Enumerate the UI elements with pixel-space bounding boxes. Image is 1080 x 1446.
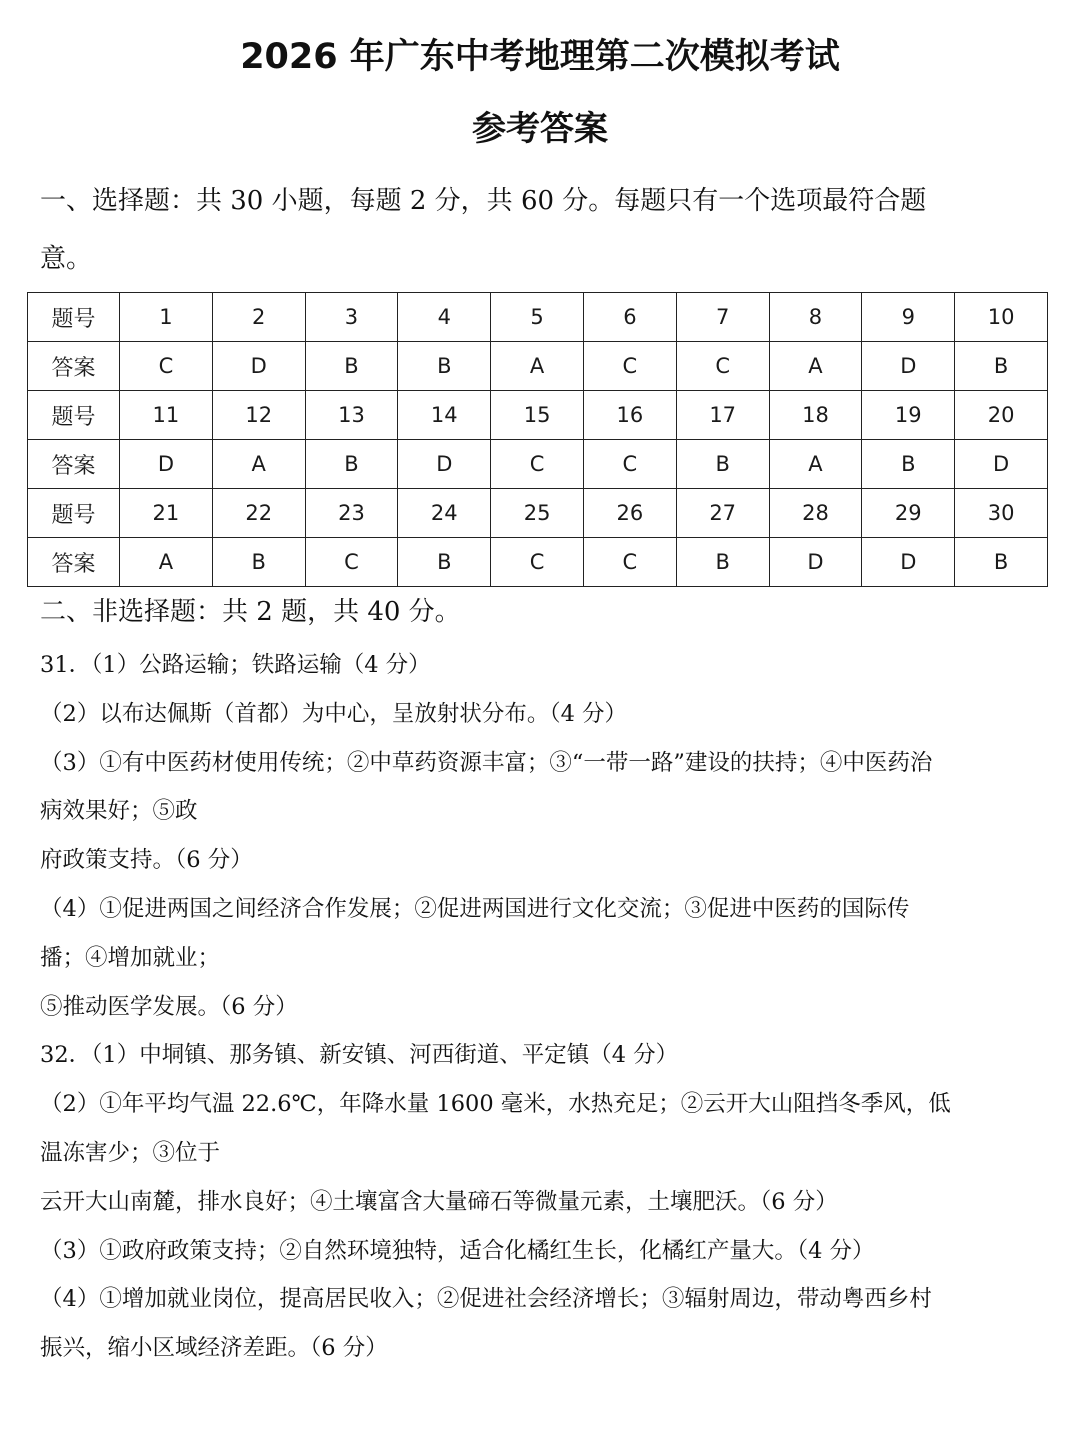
- answer-cell: A: [212, 440, 305, 489]
- question-number-row: [28, 391, 1048, 440]
- answer-cell: B: [955, 342, 1048, 391]
- question-label-cell: 题号: [28, 489, 120, 538]
- question-number-cell: 27: [676, 489, 769, 538]
- answer-cell: B: [398, 342, 491, 391]
- question-label-cell: 题号: [28, 293, 120, 342]
- answer-cell: D: [212, 342, 305, 391]
- answer-cell: A: [120, 538, 213, 587]
- question-number-cell: 22: [212, 489, 305, 538]
- question-number-cell: 6: [583, 293, 676, 342]
- section-one-heading-line1: 一、选择题：共 30 小题，每题 2 分，共 60 分。每题只有一个选项最符合题: [40, 186, 927, 216]
- answer-cell: B: [676, 538, 769, 587]
- answer-row: [28, 538, 1048, 587]
- question-number-cell: 26: [583, 489, 676, 538]
- answer-cell: C: [583, 342, 676, 391]
- question-number-cell: 19: [862, 391, 955, 440]
- q31-part4-line1: （4）①促进两国之间经济合作发展；②促进两国进行文化交流；③促进中医药的国际传: [40, 895, 910, 922]
- answer-cell: C: [120, 342, 213, 391]
- answer-cell: B: [955, 538, 1048, 587]
- answer-cell: B: [862, 440, 955, 489]
- answer-cell: C: [583, 440, 676, 489]
- question-number-cell: 14: [398, 391, 491, 440]
- answer-cell: B: [676, 440, 769, 489]
- question-number-row: [28, 293, 1048, 342]
- answer-row: [28, 342, 1048, 391]
- q31-part4-line2: 播；④增加就业；: [40, 944, 221, 971]
- answer-cell: A: [491, 342, 584, 391]
- question-number-cell: 23: [305, 489, 398, 538]
- answer-row: [28, 440, 1048, 489]
- question-number-cell: 13: [305, 391, 398, 440]
- document-subtitle: 参考答案: [472, 109, 608, 149]
- question-number-row: [28, 489, 1048, 538]
- section-one-heading-line2: 意。: [40, 244, 93, 274]
- q31-part2: （2）以布达佩斯（首都）为中心，呈放射状分布。（4 分）: [40, 700, 628, 727]
- answer-table-body: [28, 293, 1048, 587]
- answer-cell: C: [491, 538, 584, 587]
- q31-part3-line2: 病效果好；⑤政: [40, 798, 198, 825]
- answer-cell: B: [398, 538, 491, 587]
- question-number-cell: 16: [583, 391, 676, 440]
- answer-table: [27, 292, 1048, 587]
- question-number-cell: 15: [491, 391, 584, 440]
- question-number-cell: 1: [120, 293, 213, 342]
- answer-cell: D: [398, 440, 491, 489]
- question-number-cell: 21: [120, 489, 213, 538]
- answer-cell: A: [769, 342, 862, 391]
- question-number-cell: 5: [491, 293, 584, 342]
- question-label-cell: 题号: [28, 391, 120, 440]
- answer-label-cell: 答案: [28, 538, 120, 587]
- question-number-cell: 10: [955, 293, 1048, 342]
- question-number-cell: 3: [305, 293, 398, 342]
- answer-cell: C: [583, 538, 676, 587]
- question-number-cell: 7: [676, 293, 769, 342]
- question-number-cell: 28: [769, 489, 862, 538]
- question-number-cell: 20: [955, 391, 1048, 440]
- q31-part4-line3: ⑤推动医学发展。（6 分）: [40, 993, 298, 1020]
- answer-cell: D: [120, 440, 213, 489]
- q32-part4-line2: 振兴，缩小区域经济差距。（6 分）: [40, 1335, 388, 1362]
- question-number-cell: 29: [862, 489, 955, 538]
- free-response-answers: [40, 641, 1040, 1373]
- q31-part3-line3: 府政策支持。（6 分）: [40, 847, 253, 874]
- question-number-cell: 18: [769, 391, 862, 440]
- q32-part3: （3）①政府政策支持；②自然环境独特，适合化橘红生长，化橘红产量大。（4 分）: [40, 1237, 875, 1264]
- document-title: 2026 年广东中考地理第二次模拟考试: [240, 37, 840, 77]
- answer-label-cell: 答案: [28, 440, 120, 489]
- question-number-cell: 2: [212, 293, 305, 342]
- q32-part2-line1: （2）①年平均气温 22.6℃，年降水量 1600 毫米，水热充足；②云开大山阻挡冬季风，低: [40, 1091, 951, 1118]
- question-number-cell: 25: [491, 489, 584, 538]
- answer-cell: B: [305, 440, 398, 489]
- answer-cell: D: [862, 342, 955, 391]
- q32-part2-line2: 温冻害少；③位于: [40, 1139, 221, 1166]
- q31-part1: 31．（1）公路运输；铁路运输（4 分）: [40, 652, 431, 678]
- question-number-cell: 12: [212, 391, 305, 440]
- question-number-cell: 30: [955, 489, 1048, 538]
- answer-cell: C: [491, 440, 584, 489]
- answer-cell: D: [862, 538, 955, 587]
- q32-part2-line3: 云开大山南麓，排水良好；④土壤富含大量碲石等微量元素，土壤肥沃。（6 分）: [40, 1188, 838, 1215]
- answer-cell: C: [305, 538, 398, 587]
- question-number-cell: 17: [676, 391, 769, 440]
- answer-cell: D: [955, 440, 1048, 489]
- section-one-heading: [40, 172, 1040, 288]
- answer-cell: B: [212, 538, 305, 587]
- section-two-heading: 二、非选择题：共 2 题，共 40 分。: [40, 597, 461, 627]
- answer-cell: C: [676, 342, 769, 391]
- question-number-cell: 24: [398, 489, 491, 538]
- question-number-cell: 9: [862, 293, 955, 342]
- q31-part3-line1: （3）①有中医药材使用传统；②中草药资源丰富；③“一带一路”建设的扶持；④中医药治: [40, 749, 933, 776]
- q32-part1: 32．（1）中垌镇、那务镇、新安镇、河西街道、平定镇（4 分）: [40, 1042, 679, 1069]
- question-number-cell: 8: [769, 293, 862, 342]
- answer-cell: D: [769, 538, 862, 587]
- answer-cell: B: [305, 342, 398, 391]
- q32-part4-line1: （4）①增加就业岗位，提高居民收入；②促进社会经济增长；③辐射周边，带动粤西乡村: [40, 1286, 932, 1313]
- question-number-cell: 4: [398, 293, 491, 342]
- answer-label-cell: 答案: [28, 342, 120, 391]
- answer-cell: A: [769, 440, 862, 489]
- question-number-cell: 11: [120, 391, 213, 440]
